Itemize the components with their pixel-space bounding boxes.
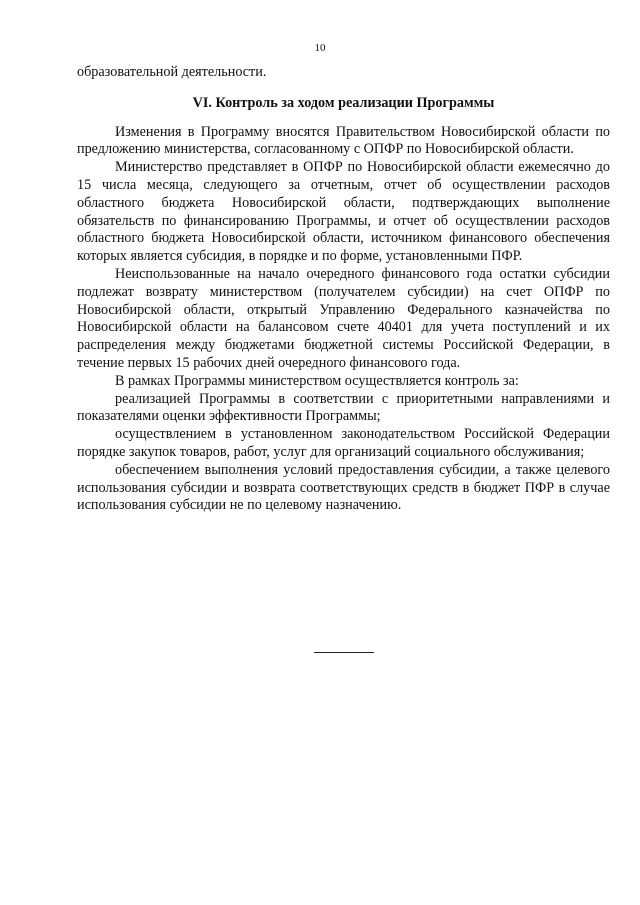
lead-text: образовательной деятельности. (77, 64, 267, 80)
paragraph-control-implementation: реализацией Программы в соответствии с приоритетными направлениями и показателями оценки эффективности Программы; (77, 390, 610, 425)
paragraph-reporting: Министерство представляет в ОПФР по Новосибирской области ежемесячно до 15 числа месяца, следующего за отчетным, отчет об осуществлении расходов областного бюджета Новосибирской области, подтверждающих выполнение обязательств по финансированию Программы, и отчет об осуществлении расходов областного бюджета Новосибирской области, источником финансового обеспечения которых является субсидия, в порядке и по форме, установленными ПФР. (77, 159, 610, 265)
paragraph-control-intro: В рамках Программы министерством осуществляется контроль за: (115, 372, 519, 389)
document-body (77, 64, 610, 515)
end-of-document-rule (314, 652, 374, 653)
page-number: 10 (314, 42, 326, 54)
paragraph-control-procurement: осуществлением в установленном законодательством Российской Федерации порядке закупок товаров, работ, услуг для организаций социального обслуживания; (77, 426, 610, 460)
paragraph-amendments: Изменения в Программу вносятся Правительством Новосибирской области по предложению министерства, согласованному с ОПФР по Новосибирской области. (77, 123, 610, 158)
paragraph-control-subsidy: обеспечением выполнения условий предоставления субсидии, а также целевого использования субсидии и возврата соответствующих средств в бюджет ПФР в случае использования субсидии не по целевому назначению. (77, 461, 610, 514)
paragraph-unused-balances: Неиспользованные на начало очередного финансового года остатки субсидии подлежат возврату министерством (получателем субсидии) на счет ОПФР по Новосибирской области, открытый Управлению Федерального казначейства по Новосибирской области на балансовом счете 40401 для учета поступлений и их распределения между бюджетами бюджетной системы Российской Федерации, в течение первых 15 рабочих дней очередного финансового года. (77, 265, 610, 371)
section-title: VI. Контроль за ходом реализации Программы (192, 94, 495, 111)
